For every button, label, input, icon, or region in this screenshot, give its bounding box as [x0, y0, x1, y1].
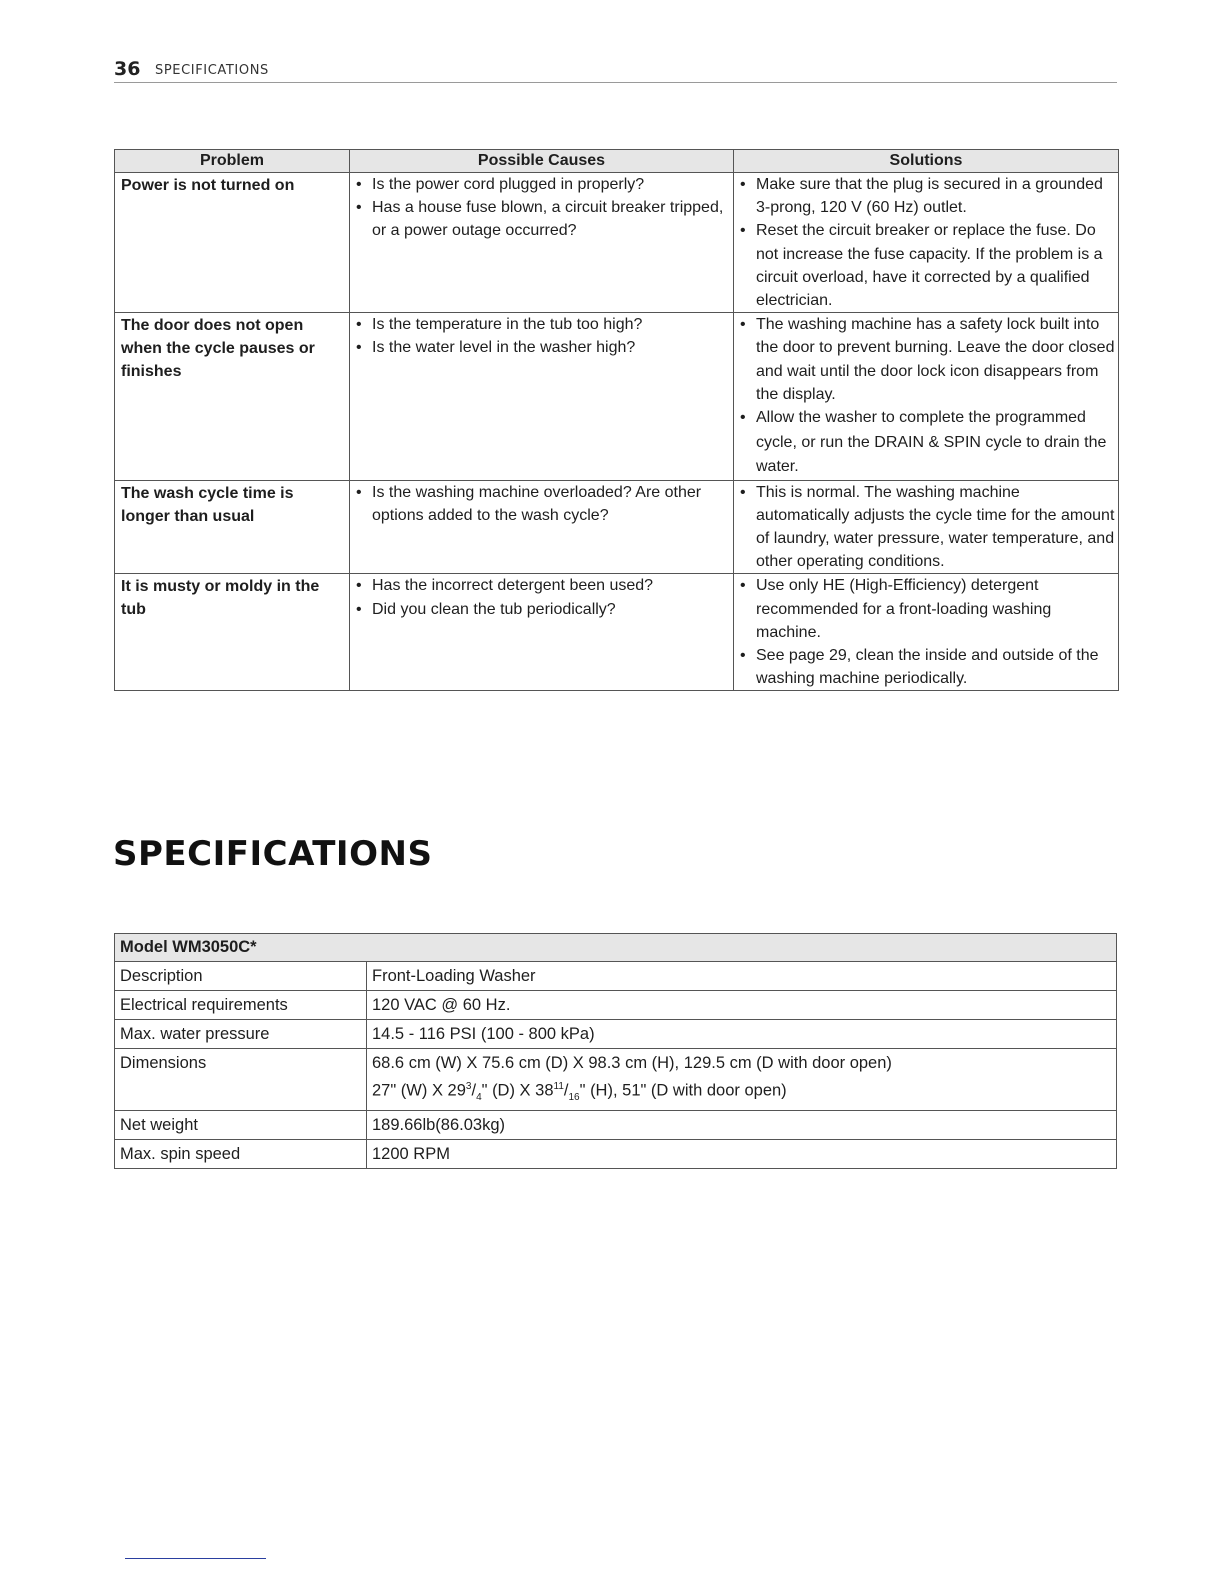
causes-cell — [350, 574, 734, 691]
list-item: • Is the washing machine overloaded? Are other options added to the wash cycle? — [356, 483, 702, 524]
spec-value: 120 VAC @ 60 Hz. — [367, 991, 1117, 1020]
solutions-cell — [734, 173, 1119, 313]
list-item: • Is the temperature in the tub too high? — [356, 316, 643, 334]
dim-height-num: 11 — [553, 1081, 564, 1092]
causes-cell — [350, 173, 734, 313]
list-item: • This is normal. The washing machine automatically adjusts the cycle time for the amount of laundry, water pressure, water temperature, and other operating conditions. — [740, 483, 1115, 571]
spec-value: 189.66lb(86.03kg) — [367, 1110, 1117, 1139]
table-row — [115, 991, 1117, 1020]
dim-depth-den: 4 — [476, 1091, 482, 1103]
cause-text: Has a house fuse blown, a circuit breaker tripped, or a power outage occurred? — [372, 199, 724, 240]
table-row — [115, 1139, 1117, 1168]
dim-depth-suffix: " (D) X — [481, 1081, 531, 1100]
page-number: 36 — [114, 58, 141, 80]
list-item: • Did you clean the tub periodically? — [356, 600, 616, 618]
list-item: • Is the water level in the washer high? — [356, 339, 636, 357]
causes-cell — [350, 480, 734, 574]
solutions-cell — [734, 480, 1119, 574]
table-row — [115, 574, 1119, 691]
solution-text: Make sure that the plug is secured in a grounded 3-prong, 120 V (60 Hz) outlet. — [756, 176, 1103, 217]
dim-depth-whole: 29 — [447, 1081, 466, 1100]
problem-cell: The wash cycle time is longer than usual — [115, 480, 350, 574]
dim-width: 27" (W) X — [372, 1081, 443, 1100]
troubleshooting-table — [114, 149, 1119, 691]
list-item: • Has the incorrect detergent been used? — [356, 577, 654, 595]
cause-text: Is the washing machine overloaded? Are other options added to the wash cycle? — [372, 483, 702, 524]
list-item: • Use only HE (High-Efficiency) detergent recommended for a front-loading washing machine. — [740, 577, 1052, 641]
table-row — [115, 1110, 1117, 1139]
solution-text: Allow the washer to complete the programmed cycle, or run the DRAIN & SPIN cycle to drain the water. — [756, 409, 1107, 476]
dim-depth-num: 3 — [465, 1081, 472, 1092]
model-header-row — [115, 934, 1117, 962]
problem-cell: It is musty or moldy in the tub — [115, 574, 350, 691]
spec-value: 1200 RPM — [367, 1139, 1117, 1168]
page-header — [114, 58, 1117, 83]
problem-cell: Power is not turned on — [115, 173, 350, 313]
solutions-cell — [734, 574, 1119, 691]
table-row — [115, 173, 1119, 313]
table-row — [115, 313, 1119, 480]
model-header: Model WM3050C* — [115, 934, 1117, 962]
spec-label: Description — [115, 962, 367, 991]
spec-value: Front-Loading Washer — [367, 962, 1117, 991]
dim-height-den: 16 — [568, 1091, 580, 1103]
spec-label: Max. water pressure — [115, 1020, 367, 1049]
specifications-table — [114, 933, 1117, 1169]
dim-height-suffix: " (H), 51" (D with door open) — [579, 1081, 787, 1100]
list-item: • The washing machine has a safety lock built into the door to prevent burning. Leave the door closed and wait until the door lock icon disappears from the display. — [740, 316, 1115, 403]
solutions-cell — [734, 313, 1119, 480]
solution-text: See page 29, clean the inside and outside of the washing machine periodically. — [756, 646, 1099, 688]
column-header-solutions: Solutions — [734, 150, 1119, 173]
cause-text: Is the water level in the washer high? — [372, 339, 636, 357]
causes-cell — [350, 313, 734, 480]
solution-text: Use only HE (High-Efficiency) detergent recommended for a front-loading washing machine. — [756, 577, 1052, 641]
spec-value-dimensions — [367, 1049, 1117, 1111]
section-label: SPECIFICATIONS — [155, 63, 269, 78]
spec-label: Max. spin speed — [115, 1139, 367, 1168]
list-item: • See page 29, clean the inside and outside of the washing machine periodically. — [740, 646, 1099, 688]
list-item: • Make sure that the plug is secured in a grounded 3-prong, 120 V (60 Hz) outlet. — [740, 176, 1103, 217]
cause-text: Is the temperature in the tub too high? — [372, 316, 643, 334]
dimensions-metric: 68.6 cm (W) X 75.6 cm (D) X 98.3 cm (H), 129.5 cm (D with door open) — [372, 1054, 892, 1072]
solution-text: This is normal. The washing machine automatically adjusts the cycle time for the amount of laundry, water pressure, water temperature, and other operating conditions. — [756, 483, 1115, 571]
solution-text: Reset the circuit breaker or replace the fuse. Do not increase the fuse capacity. If the problem is a circuit overload, have it corrected by a qualified electrician. — [756, 222, 1103, 310]
table-row — [115, 962, 1117, 991]
troubleshooting-header-row — [115, 150, 1119, 173]
cause-text: Did you clean the tub periodically? — [372, 600, 616, 618]
column-header-problem: Problem — [115, 150, 350, 173]
cause-text: Is the power cord plugged in properly? — [372, 176, 645, 193]
list-item: • Has a house fuse blown, a circuit breaker tripped, or a power outage occurred? — [356, 199, 724, 240]
table-row — [115, 1020, 1117, 1049]
specifications-title: SPECIFICATIONS — [113, 834, 433, 874]
column-header-causes: Possible Causes — [350, 150, 734, 173]
list-item: • Reset the circuit breaker or replace the fuse. Do not increase the fuse capacity. If the problem is a circuit overload, have it corrected by a qualified electrician. — [740, 222, 1103, 310]
dimensions-imperial: 27" (W) X $29^3/_4$" (D) X $38^{11}/_{16}$" (H), 51" (D with door open) — [372, 1081, 787, 1103]
table-row — [115, 480, 1119, 574]
list-item: • Allow the washer to complete the programmed cycle, or run the DRAIN & SPIN cycle to drain the water. — [740, 409, 1107, 476]
spec-label: Dimensions — [115, 1049, 367, 1111]
list-item: • Is the power cord plugged in properly? — [356, 176, 645, 193]
solution-text: The washing machine has a safety lock built into the door to prevent burning. Leave the door closed and wait until the door lock icon disappears from the display. — [756, 316, 1115, 403]
cause-text: Has the incorrect detergent been used? — [372, 577, 654, 595]
spec-label: Net weight — [115, 1110, 367, 1139]
table-row — [115, 1049, 1117, 1111]
dim-height-whole: 38 — [535, 1081, 554, 1100]
spec-value: 14.5 - 116 PSI (100 - 800 kPa) — [367, 1020, 1117, 1049]
spec-label: Electrical requirements — [115, 991, 367, 1020]
footer-divider — [125, 1558, 266, 1559]
problem-cell: The door does not open when the cycle pauses or finishes — [115, 313, 350, 480]
